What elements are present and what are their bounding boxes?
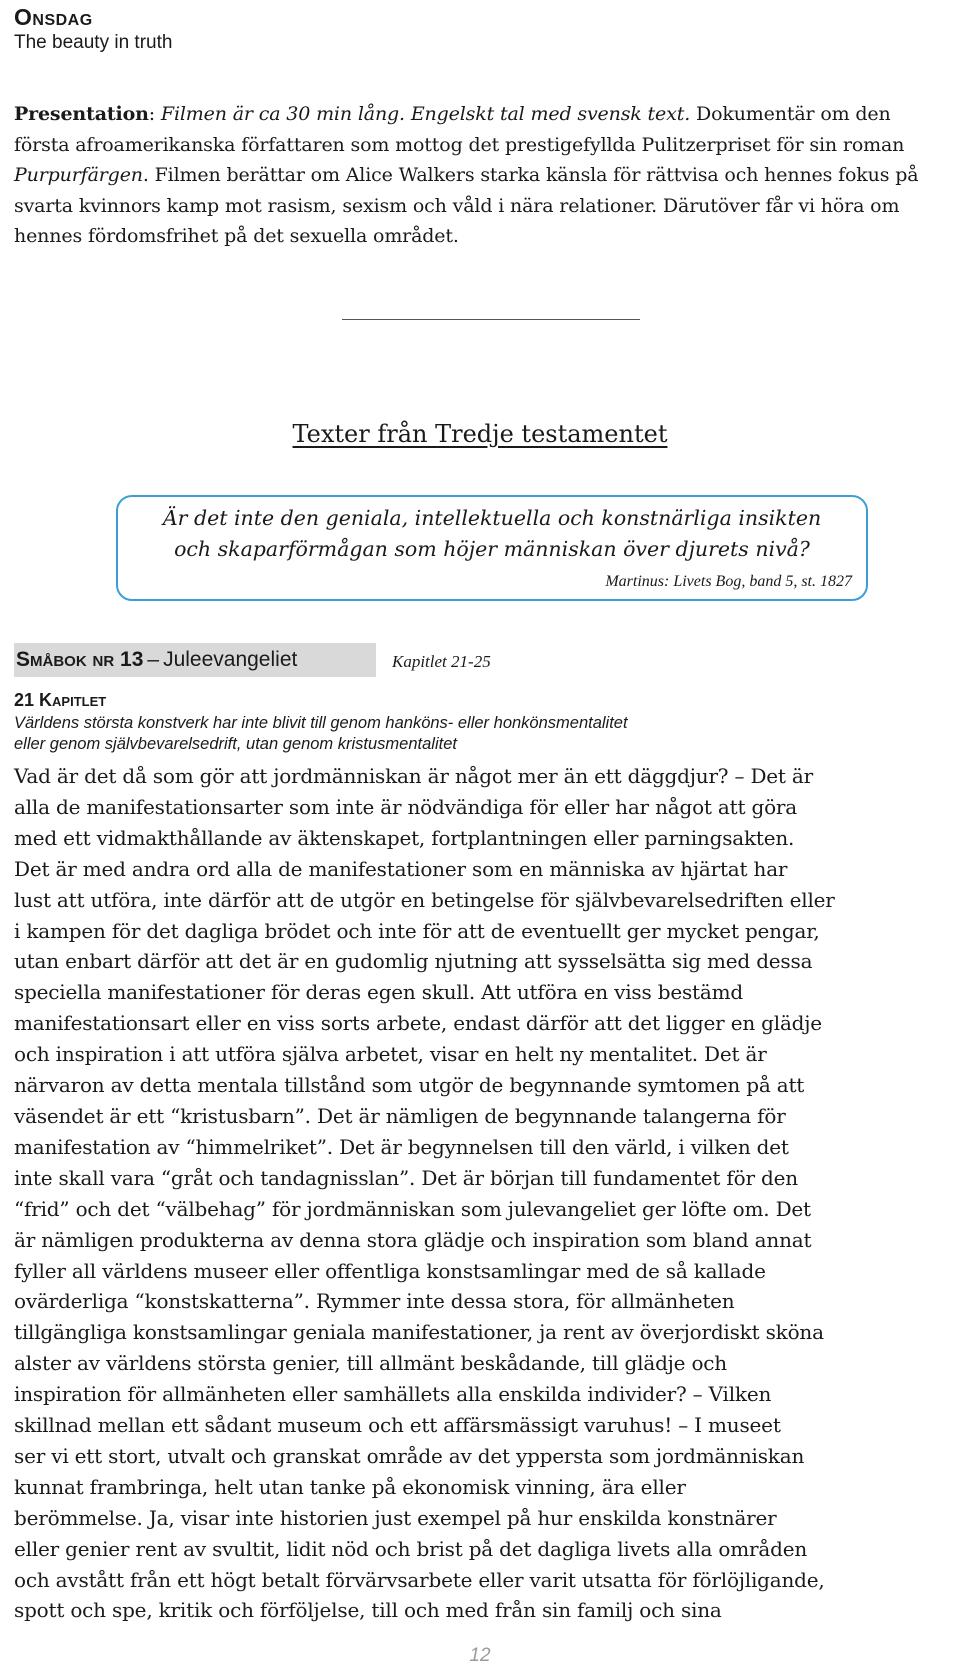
body-line: ser vi ett stort, utvalt och granskat område av det yppersta som jordmänniskan <box>14 1443 805 1468</box>
body-line: tillgängliga konstsamlingar geniala manifestationer, ja rent av överjordiskt sköna <box>14 1320 824 1345</box>
quote-heading: Texter från Tredje testamentet <box>292 420 668 448</box>
body-line: spott och spe, kritik och förföljelse, till och med från sin familj och sina <box>14 1598 722 1623</box>
page-number: 12 <box>469 1645 491 1666</box>
body-line: Vad är det då som gör att jordmänniskan är något mer än ett däggdjur? – Det är <box>14 764 813 788</box>
body-line: manifestation av “himmelriket”. Det är begynnelsen till den värld, i vilken det <box>14 1134 789 1159</box>
day-subtitle: The beauty in truth <box>14 32 173 53</box>
presentation-colon: : <box>148 103 156 125</box>
body-line: närvaron av detta mentala tillstånd som utgör de begynnande symtomen på att <box>14 1073 805 1098</box>
body-line: med ett vidmakthållande av äktenskapet, fortplantningen eller parningsakten. <box>14 825 795 850</box>
novel-title: Purpurfärgen <box>14 164 143 186</box>
presentation-text-b: . Filmen berättar om Alice Walkers starka känsla för rättvisa och hennes fokus på svarta kvinnors kamp mot rasism, sexism och våld i nära relationer. Därutöver får vi höra om hennes fördomsfrihet på det sexuella området. <box>14 164 919 247</box>
presentation-label: Presentation <box>14 103 149 125</box>
body-line: lust att utföra, inte därför att de utgör en betingelse för självbevarelsedriften eller <box>14 887 835 912</box>
chapter-number: 21 <box>14 690 35 710</box>
body-line: manifestationsart eller en viss sorts arbete, endast därför att det ligger en glädje <box>14 1011 822 1036</box>
body-line: i kampen för det dagliga brödet och inte för att de eventuellt ger mycket pengar, <box>14 918 820 943</box>
book-number: 13 <box>120 648 144 671</box>
body-line: fyller all världens museer eller offentliga konstsamlingar med de så kallade <box>14 1258 766 1283</box>
body-line: utan enbart därför att det är en gudomlig njutning att sysselsätta sig med dessa <box>14 949 813 974</box>
body-line: Det är med andra ord alla de manifestationer som en människa av hjärtat har <box>14 856 788 881</box>
chapter-subtitle <box>14 713 946 755</box>
chapter-subtitle-line: eller genom självbevarelsedrift, utan genom kristusmentalitet <box>14 735 457 753</box>
quote-line: och skaparförmågan som höjer människan över djurets nivå? <box>174 537 810 561</box>
body-line: väsendet är ett “kristusbarn”. Det är nämligen de begynnande talangerna för <box>14 1103 786 1128</box>
body-line: inspiration för allmänheten eller samhällets alla enskilda individer? – Vilken <box>14 1382 772 1407</box>
book-title <box>16 648 297 672</box>
quote-text <box>118 503 866 565</box>
book-dash: – <box>147 648 160 671</box>
body-line: och inspiration i att utföra själva arbetet, visar en helt ny mentalitet. Det är <box>14 1042 767 1067</box>
body-line: alla de manifestationsarter som inte är nödvändiga för eller har något att göra <box>14 794 797 819</box>
body-line: alster av världens största genier, till allmänt beskådande, till glädje och <box>14 1351 727 1376</box>
body-line: och avstått från ett högt betalt förvärvsarbete eller varit utsatta för förlöjligande, <box>14 1567 825 1592</box>
body-line: kunnat frambringa, helt utan tanke på ekonomisk vinning, ära eller <box>14 1474 686 1499</box>
body-line: ovärderliga “konstskatterna”. Rymmer inte dessa stora, för allmänheten <box>14 1289 735 1314</box>
chapter-body-text <box>14 761 950 1626</box>
body-line: skillnad mellan ett sådant museum och ett affärsmässigt varuhus! – I museet <box>14 1413 781 1438</box>
chapter-subtitle-line: Världens största konstverk har inte blivit till genom hanköns- eller honkönsmentalitet <box>14 714 628 732</box>
body-line: speciella manifestationer för deras egen skull. Att utföra en viss bestämd <box>14 980 743 1005</box>
body-line: berömmelse. Ja, visar inte historien just exempel på hur enskilda konstnärer <box>14 1505 777 1530</box>
chapter-heading <box>14 690 106 711</box>
chapter-label: Kapitlet <box>39 690 107 710</box>
quote-source: Martinus: Livets Bog, band 5, st. 1827 <box>605 573 852 590</box>
body-line: är nämligen produkterna av denna stora glädje och inspiration som bland annat <box>14 1227 812 1252</box>
quote-box <box>116 495 868 601</box>
book-chapters: Kapitlet 21-25 <box>392 652 491 671</box>
body-line: “frid” och det “välbehag” för jordmänniskan som julevangeliet ger löfte om. Det <box>14 1196 811 1221</box>
book-label: Småbok nr <box>16 648 115 671</box>
presentation-intro: Filmen är ca 30 min lång. Engelskt tal med svensk text. <box>160 103 691 125</box>
presentation-text-a: Dokumentär om den första afroamerikanska författaren som mottog det prestigefyllda Pulitzerpriset för sin roman <box>14 103 905 156</box>
day-heading: Onsdag <box>14 4 93 30</box>
quote-line: Är det inte den geniala, intellektuella och konstnärliga insikten <box>162 506 822 530</box>
book-name: Juleevangeliet <box>163 648 298 671</box>
section-divider <box>342 319 640 320</box>
presentation-paragraph <box>14 99 946 252</box>
body-line: inte skall vara “gråt och tandagnisslan”. Det är början till fundamentet för den <box>14 1165 798 1190</box>
body-line: eller genier rent av svultit, lidit nöd och brist på det dagliga livets alla områden <box>14 1536 808 1561</box>
